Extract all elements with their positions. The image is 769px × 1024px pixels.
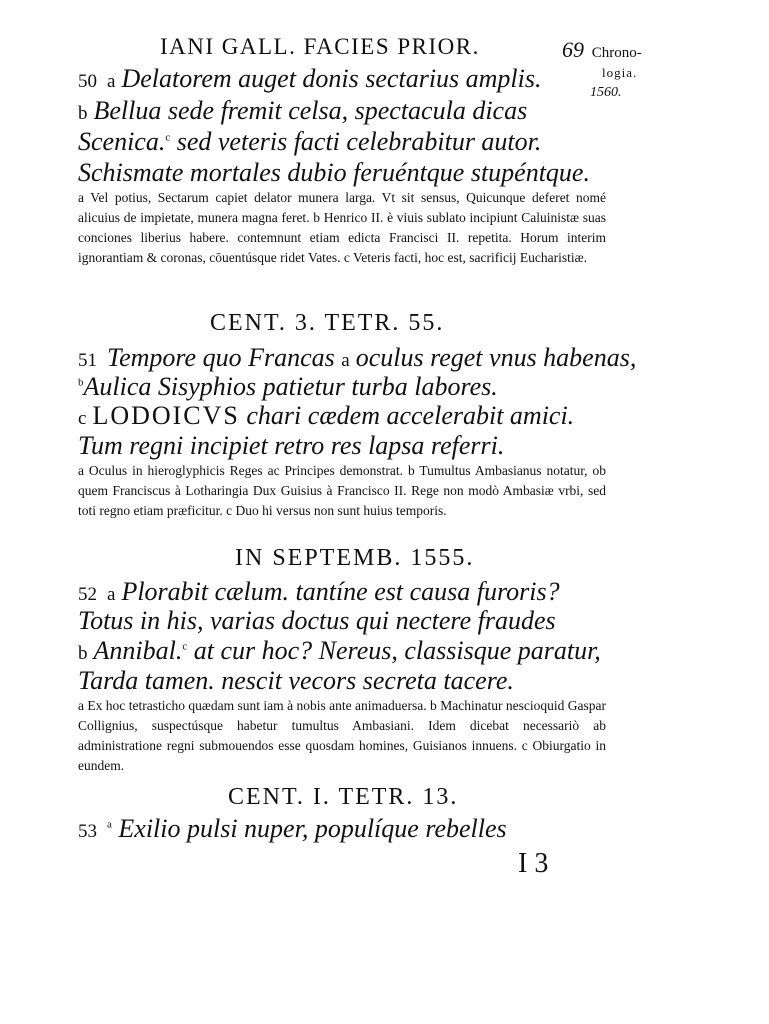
verse-52-line-2: Totus in his, varias doctus qui nectere fraudes	[78, 606, 556, 635]
margin-chronology-note	[562, 37, 682, 103]
verse-52-line-1: 52 a Plorabit cælum. tantíne est causa furoris?	[78, 577, 560, 606]
notes-50: a Vel potius, Sectarum capiet delator munera larga. Vt sit sensus, Quicunque deferet nomé alicuius de impietate, munera magna feret. b Henrico II. è viuis sublato incipiunt Caluinistæ suas conciones liberius habere. contemnunt etiam edicta Francisci II. repetita. Horum interim ignorantiam & coronas, cōuentúsque ridet Vates. c Veteris facti, hoc est, sacrificij Eucharistiæ.	[78, 190, 606, 265]
verse-51-line-3: c LODOICVS chari cædem accelerabit amici.	[78, 401, 575, 430]
heading-september: IN SEPTEMB. 1555.	[235, 545, 475, 571]
verse-51-line-2: $^b$Aulica Sisyphios patietur turba labores.	[78, 372, 498, 401]
verse-50-line-4: Schismate mortales dubio feruéntque stupéntque.	[78, 158, 590, 187]
heading-cent-3: CENT. 3. TETR. 55.	[210, 310, 445, 336]
side-note-line-3: 1560.	[590, 85, 622, 100]
verse-50-line-3: Scenica.$^c$ sed veteris facti celebrabitur autor.	[78, 127, 542, 156]
notes-52: a Ex hoc tetrasticho quædam sunt iam à nobis ante animaduersa. b Machinatur nescioquid Gaspar Collignius, suspectúsque habetur tumultus Ambasiani. Idem dicebat necessariò ab administratione regni submouendos esse quosdam homines, Guisianos innuens. c Obiurgatio in eundem.	[78, 698, 606, 773]
heading-cent-1: CENT. I. TETR. 13.	[228, 784, 459, 810]
verse-53-line-1: 53 $^a$ Exilio pulsi nuper, populíque rebelles	[78, 814, 507, 843]
verse-51-line-4: Tum regni incipiet retro res lapsa referri.	[78, 431, 505, 460]
verse-50-line-2: b Bellua sede fremit celsa, spectacula dicas	[78, 96, 528, 125]
notes-51: a Oculus in hieroglyphicis Reges ac Principes demonstrat. b Tumultus Ambasianus notatur, ob quem Franciscus à Lotharingia Dux Guisius à Francisco II. Rege non modò Ambasiæ vrbi, sed toti regno etiam præficitur. c Duo hi versus non sunt huius temporis.	[78, 463, 606, 518]
folio-number: 69	[562, 37, 584, 62]
side-note-line-2: logia.	[602, 65, 638, 80]
verse-52-line-4: Tarda tamen. nescit vecors secreta tacere.	[78, 666, 514, 695]
signature-mark: I 3	[518, 848, 549, 879]
verse-50-line-1: 50 a Delatorem auget donis sectarius amplis.	[78, 64, 542, 93]
verse-52-line-3: b Annibal.$^c$ at cur hoc? Nereus, classisque paratur,	[78, 636, 601, 665]
verse-51-line-1: 51 Tempore quo Francas a oculus reget vnus habenas,	[78, 343, 637, 372]
side-note-line-1: Chrono-	[591, 45, 642, 61]
running-title: IANI GALL. FACIES PRIOR.	[160, 34, 480, 59]
